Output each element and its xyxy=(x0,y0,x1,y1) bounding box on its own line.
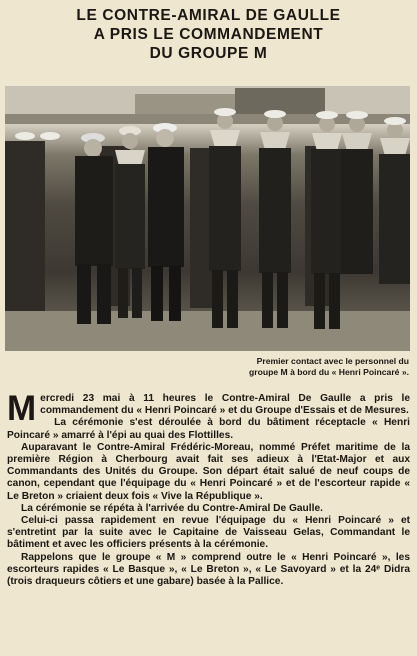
headline-line-2: A PRIS LE COMMANDEMENT xyxy=(93,26,324,43)
article-paragraph: ercredi 23 mai à 11 heures le Contre-Amiral De Gaulle a pris le commandement du « Henri Poincaré » et du Groupe d'Essais et de Mesures. xyxy=(40,393,410,417)
article-body xyxy=(7,389,410,588)
article-paragraph: La cérémonie se répéta à l'arrivée du Contre-Amiral De Gaulle. xyxy=(21,502,323,514)
article-paragraph: Auparavant le Contre-Amiral Frédéric-Moreau, nommé Préfet maritime de la première Région à Cherbourg avait fait ses adieux à l'Etat-Major et aux Commandants des Unités du Groupe. Son départ était salué de neuf coups de canon, cependant que l'équipage du « Henri Poincaré » et de l'escorteur rapide « Le Breton » criaient deux fois « Vive la République ». xyxy=(7,441,410,502)
headline-line-3: DU GROUPE M xyxy=(149,45,268,62)
article-paragraph: La cérémonie s'est déroulée à bord du bâtiment réceptacle « Henri Poincaré » amarré à l'épi au quai des Flottilles. xyxy=(7,417,410,441)
caption-line-1: Premier contact avec le personnel du xyxy=(256,356,409,366)
headline-line-1: LE CONTRE-AMIRAL DE GAULLE xyxy=(76,7,341,24)
article-paragraph: Rappelons que le groupe « M » comprend outre le « Henri Poincaré », les escorteurs rapides « Le Basque », « Le Breton », « Le Savoyard » et la 24ᵉ Didra (trois draqueurs côtiers et une gabare) basée à la Pallice. xyxy=(7,551,410,588)
headline xyxy=(0,6,417,63)
drop-cap: M xyxy=(7,389,37,428)
caption-line-2: groupe M à bord du « Henri Poincaré ». xyxy=(249,367,409,377)
photo-illustration xyxy=(5,86,410,351)
photo-caption xyxy=(149,356,409,378)
photo-sailors-inspection xyxy=(5,86,410,351)
article-paragraph: Celui-ci passa rapidement en revue l'équipage du « Henri Poincaré » et s'entretint par la suite avec le Capitaine de Vaisseau Gelas, Commandant le bâtiment et avec les officiers présents à la cérémonie. xyxy=(7,515,410,551)
